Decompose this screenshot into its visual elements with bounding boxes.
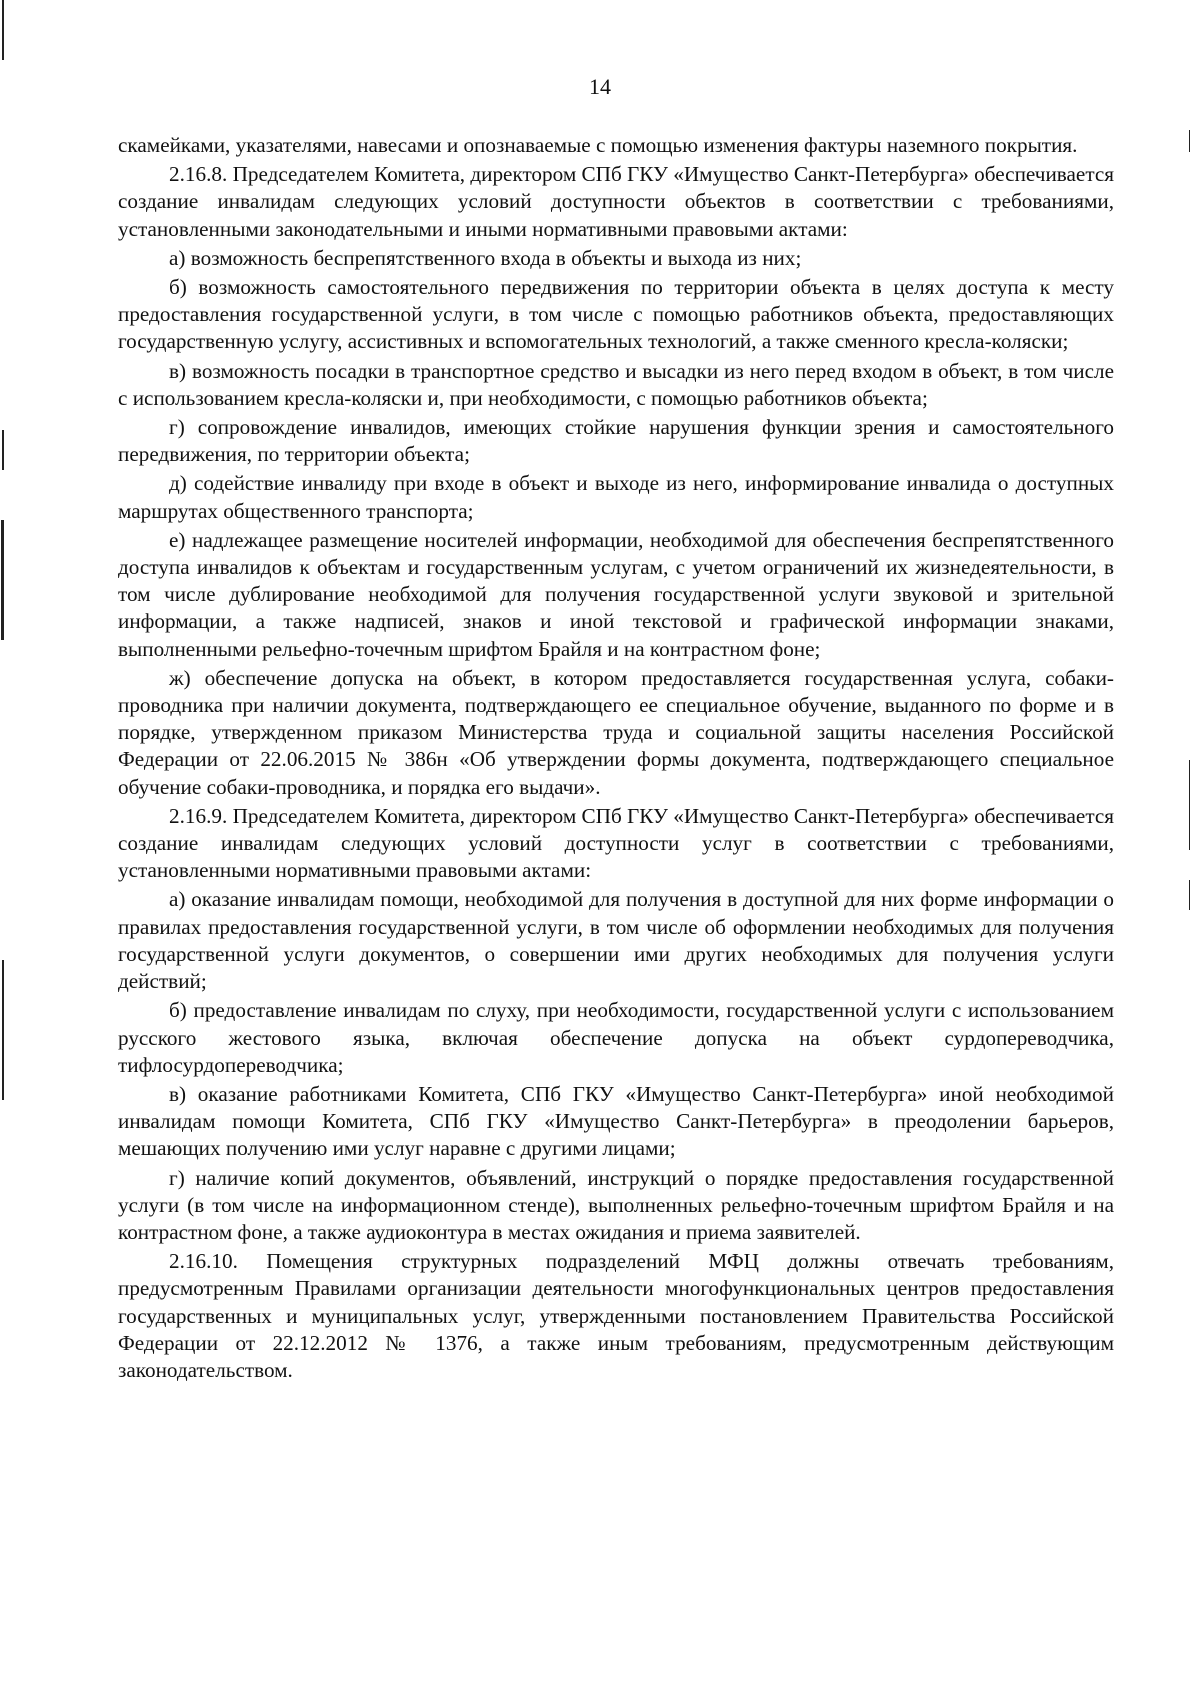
scan-edge-mark (1, 520, 4, 640)
list-item-2-16-8-b: б) возможность самостоятельного передвижения по территории объекта в целях доступа к месту предоставления государственной услуги, в том числе с помощью работников объекта, предоставляющих государственную услугу, ассистивных и вспомогательных технологий, а также сменного кресла-коляски; (118, 275, 1114, 354)
paragraph-2-16-9: 2.16.9. Председателем Комитета, директором СПб ГКУ «Имущество Санкт-Петербурга» обеспечивается создание инвалидам следующих условий доступности услуг в соответствии с требованиями, установленными нормативными правовыми актами: (118, 803, 1114, 883)
scan-edge-mark (2, 960, 4, 1100)
paragraph-continuation: скамейками, указателями, навесами и опознаваемые с помощью изменения фактуры наземного покрытия. (118, 133, 1078, 157)
list-item-2-16-8-a: а) возможность беспрепятственного входа в объекты и выхода из них; (169, 245, 802, 270)
scan-edge-mark (1189, 760, 1190, 850)
list-item-2-16-9-g: г) наличие копий документов, объявлений, инструкций о порядке предоставления государственной услуги (в том числе на информационном стенде), выполненных рельефно-точечным шрифтом Брайля и на контрастном фоне, а также аудиоконтура в местах ожидания и приема заявителей. (118, 1165, 1114, 1244)
list-item-2-16-8-v: в) возможность посадки в транспортное средство и высадки из него перед входом в объект, в том числе с использованием кресла-коляски и, при необходимости, с помощью работников объекта; (118, 358, 1114, 410)
scan-edge-mark (2, 430, 4, 470)
list-item-2-16-8-d: д) содействие инвалиду при входе в объект и выходе из него, информирование инвалида о доступных маршрутах общественного транспорта; (118, 471, 1114, 523)
scan-edge-mark (1189, 880, 1190, 910)
list-item-2-16-9-a: а) оказание инвалидам помощи, необходимой для получения в доступной для них форме информации о правилах предоставления государственной услуги, в том числе об оформлении необходимых для получения государственной услуги документов, о совершении ими других необходимых для получения услуги действий; (118, 887, 1114, 994)
list-item-2-16-8-e: е) надлежащее размещение носителей информации, необходимой для обеспечения беспрепятственного доступа инвалидов к объектам и государственным услугам, с учетом ограничений их жизнедеятельности, в том числе дублирование необходимой для получения государственной услуги звуковой и зрительной информации, а также надписей, знаков и иной текстовой и графической информации знаками, выполненными рельефно-точечным шрифтом Брайля и на контрастном фоне; (118, 527, 1114, 661)
list-item-2-16-9-v: в) оказание работниками Комитета, СПб ГКУ «Имущество Санкт-Петербурга» иной необходимой инвалидам помощи Комитета, СПб ГКУ «Имущество Санкт-Петербурга» в преодолении барьеров, мешающих получению ими услуг наравне с другими лицами; (118, 1081, 1114, 1161)
document-body (118, 132, 1114, 1384)
list-item-2-16-8-g: г) сопровождение инвалидов, имеющих стойкие нарушения функции зрения и самостоятельного передвижения, по территории объекта; (118, 415, 1114, 467)
scan-edge-mark (1189, 130, 1190, 152)
page-number: 14 (589, 74, 611, 99)
paragraph-2-16-8: 2.16.8. Председателем Комитета, директором СПб ГКУ «Имущество Санкт-Петербурга» обеспечивается создание инвалидам следующих условий доступности объектов в соответствии с требованиями, установленными законодательными и иными нормативными правовыми актами: (118, 162, 1114, 241)
list-item-2-16-9-b: б) предоставление инвалидам по слуху, при необходимости, государственной услуги с использованием русского жестового языка, включая обеспечение допуска на объект сурдопереводчика, тифлосурдопереводчика; (118, 998, 1114, 1077)
paragraph-2-16-10: 2.16.10. Помещения структурных подразделений МФЦ должны отвечать требованиям, предусмотренным Правилами организации деятельности многофункциональных центров предоставления государственных и муниципальных услуг, утвержденными постановлением Правительства Российской Федерации от 22.12.2012 № 1376, а также иным требованиям, предусмотренным действующим законодательством. (118, 1249, 1114, 1382)
scan-edge-mark (2, 0, 4, 60)
list-item-2-16-8-zh: ж) обеспечение допуска на объект, в котором предоставляется государственная услуга, собаки-проводника при наличии документа, подтверждающего ее специальное обучение, выданного по форме и в порядке, утвержденном приказом Министерства труда и социальной защиты населения Российской Федерации от 22.06.2015 № 386н «Об утверждении формы документа, подтверждающего специальное обучение собаки-проводника, и порядка его выдачи». (118, 665, 1114, 799)
